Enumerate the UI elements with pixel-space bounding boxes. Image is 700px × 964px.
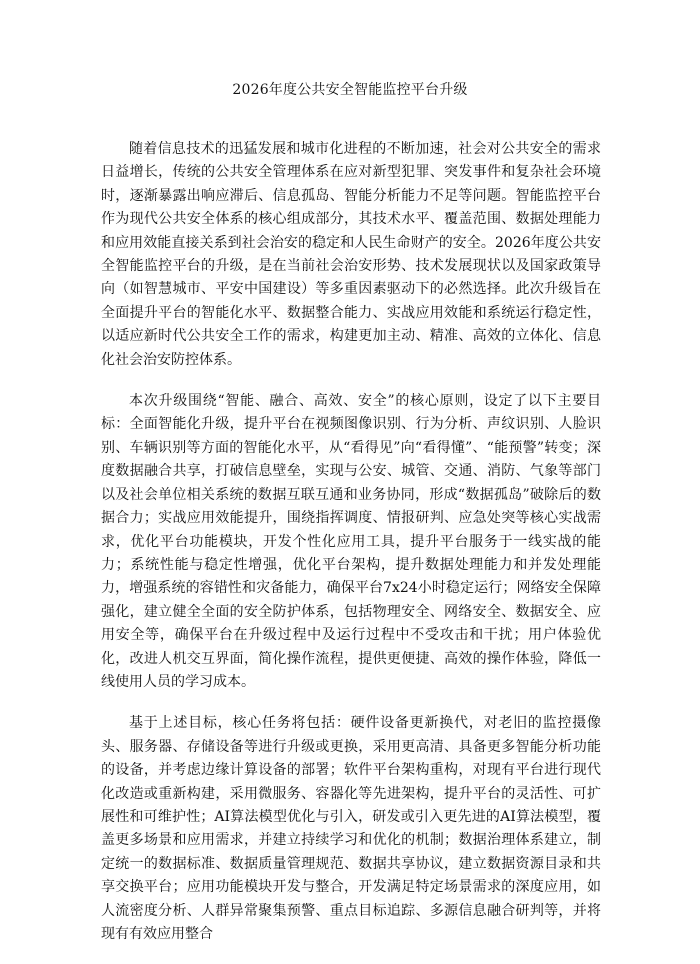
document-body [101, 138, 601, 964]
paragraph-core-tasks: 基于上述目标，核心任务将包括：硬件设备更新换代，对老旧的监控摄像头、服务器、存储设备等进行升级或更换，采用更高清、具备更多智能分析功能的设备，并考虑边缘计算设备的部署；软件平台架构重构，对现有平台进行现代化改造或重新构建，采用微服务、容器化等先进架构，提升平台的灵活性、可扩展性和可维护性；AI算法模型优化与引入，研发或引入更先进的AI算法模型，覆盖更多场景和应用需求，并建立持续学习和优化的机制；数据治理体系建立，制定统一的数据标准、数据质量管理规范、数据共享协议，建立数据资源目录和共享交换平台；应用功能模块开发与整合，开发满足特定场景需求的深度应用，如人流密度分析、人群异常聚集预警、重点目标追踪、多源信息融合研判等，并将现有有效应用整合 [101, 715, 601, 942]
paragraph-objectives: 本次升级围绕“智能、融合、高效、安全”的核心原则，设定了以下主要目标：全面智能化升级，提升平台在视频图像识别、行为分析、声纹识别、人脸识别、车辆识别等方面的智能化水平，从“看得见”向“看得懂”、“能预警”转变；深度数据融合共享，打破信息壁垒，实现与公安、城管、交通、消防、气象等部门以及社会单位相关系统的数据互联互通和业务协同，形成“数据孤岛”破除后的数据合力；实战应用效能提升，围绕指挥调度、情报研判、应急处突等核心实战需求，优化平台功能模块，开发个性化应用工具，提升平台服务于一线实战的能力；系统性能与稳定性增强，优化平台架构，提升数据处理能力和并发处理能力，增强系统的容错性和灾备能力，确保平台7x24小时稳定运行；网络安全保障强化，建立健全全面的安全防护体系，包括物理安全、网络安全、数据安全、应用安全等，确保平台在升级过程中及运行过程中不受攻击和干扰；用户体验优化，改进人机交互界面，简化操作流程，提供更便捷、高效的操作体验，降低一线使用人员的学习成本。 [101, 393, 601, 690]
paragraph-background: 随着信息技术的迅猛发展和城市化进程的不断加速，社会对公共安全的需求日益增长，传统的公共安全管理体系在应对新型犯罪、突发事件和复杂社会环境时，逐渐暴露出响应滞后、信息孤岛、智能分析能力不足等问题。智能监控平台作为现代公共安全体系的核心组成部分，其技术水平、覆盖范围、数据处理能力和应用效能直接关系到社会治安的稳定和人民生命财产的安全。2026年度公共安全智能监控平台的升级，是在当前社会治安形势、技术发展现状以及国家政策导向（如智慧城市、平安中国建设）等多重因素驱动下的必然选择。此次升级旨在全面提升平台的智能化水平、数据整合能力、实战应用效能和系统运行稳定性，以适应新时代公共安全工作的需求，构建更加主动、精准、高效的立体化、信息化社会治安防控体系。 [101, 141, 601, 368]
document-title: 2026年度公共安全智能监控平台升级 [232, 82, 468, 98]
